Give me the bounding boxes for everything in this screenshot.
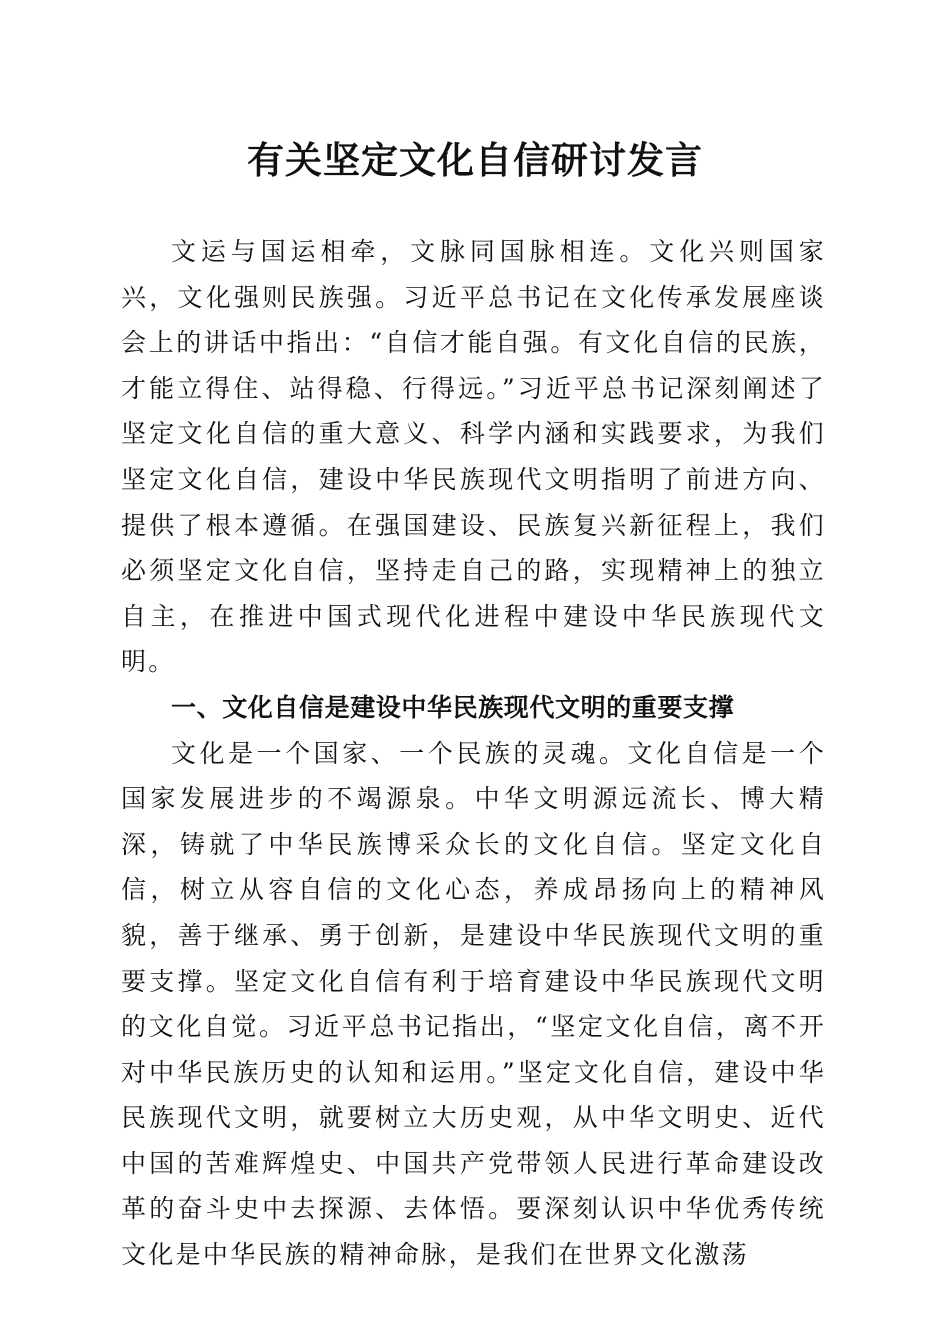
- document-body: [121, 229, 826, 1278]
- paragraph-section-1: 文化是一个国家、一个民族的灵魂。文化自信是一个国家发展进步的不竭源泉。中华文明源远流长、博大精深，铸就了中华民族博采众长的文化自信。坚定文化自信，树立从容自信的文化心态，养成昂扬向上的精神风貌，善于继承、勇于创新，是建设中华民族现代文明的重要支撑。坚定文化自信有利于培育建设中华民族现代文明的文化自觉。习近平总书记指出，“坚定文化自信，离不开对中华民族历史的认知和运用。”坚定文化自信，建设中华民族现代文明，就要树立大历史观，从中华文明史、近代中国的苦难辉煌史、中国共产党带领人民进行革命建设改革的奋斗史中去探源、去体悟。要深刻认识中华优秀传统文化是中华民族的精神命脉，是我们在世界文化激荡: [121, 738, 826, 1270]
- document-title: 有关坚定文化自信研讨发言: [247, 138, 703, 182]
- section-heading-1: 一、文化自信是建设中华民族现代文明的重要支撑: [171, 692, 735, 722]
- paragraph-intro: 文运与国运相牵，文脉同国脉相连。文化兴则国家兴，文化强则民族强。习近平总书记在文化传承发展座谈会上的讲话中指出：“自信才能自强。有文化自信的民族，才能立得住、站得稳、行得远。”习近平总书记深刻阐述了坚定文化自信的重大意义、科学内涵和实践要求，为我们坚定文化自信，建设中华民族现代文明指明了前进方向、提供了根本遵循。在强国建设、民族复兴新征程上，我们必须坚定文化自信，坚持走自己的路，实现精神上的独立自主，在推进中国式现代化进程中建设中华民族现代文明。: [121, 237, 826, 677]
